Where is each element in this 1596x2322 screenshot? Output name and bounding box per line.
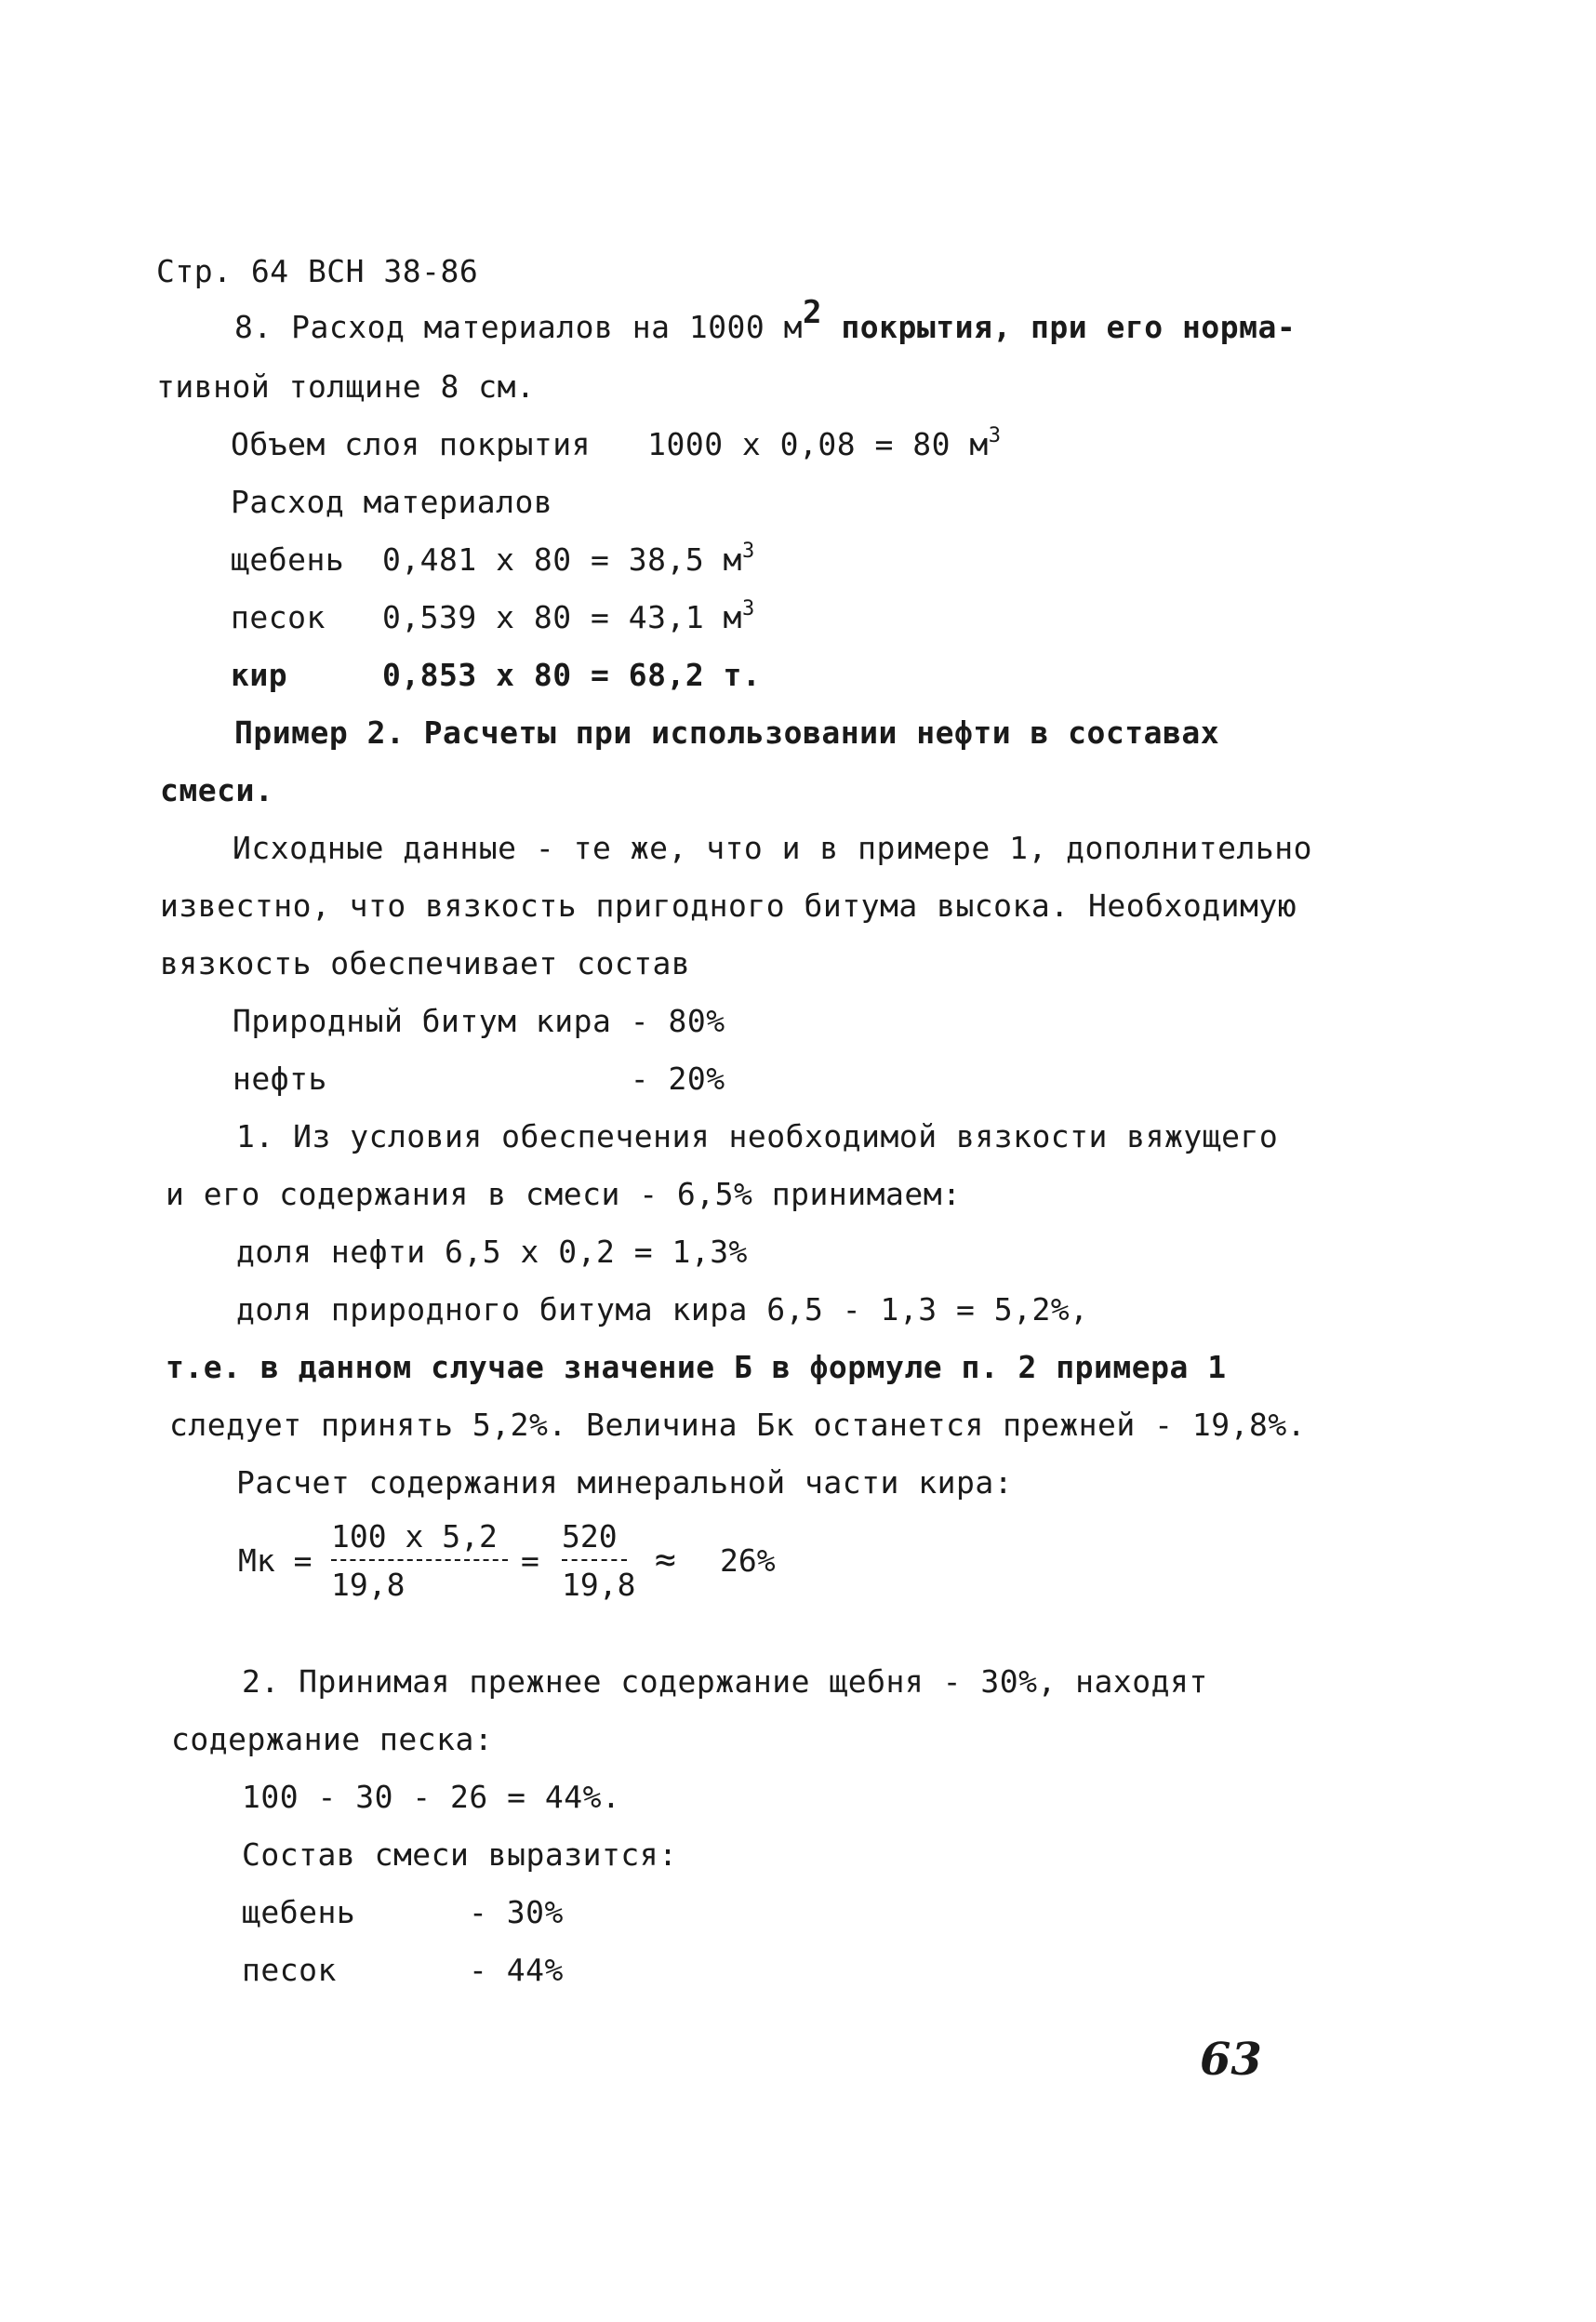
page-header: Стр. 64 ВСН 38-86 bbox=[156, 253, 479, 289]
material-text: песок 0,539 х 80 = 43,1 м bbox=[231, 599, 742, 635]
material-row-kir bbox=[231, 655, 761, 696]
initial-data-line-3: вязкость обеспечивает состав bbox=[160, 945, 691, 981]
material-text: щебень 0,481 х 80 = 38,5 м bbox=[231, 541, 742, 578]
fraction-line-2 bbox=[562, 1559, 627, 1561]
mix-row-sand-value: - 44% bbox=[469, 1952, 564, 1988]
initial-data-line-2: известно, что вязкость пригодного битума высока. Необходимую bbox=[160, 887, 1297, 924]
material-superscript: 3 bbox=[741, 597, 755, 621]
material-row-sand bbox=[231, 597, 755, 643]
item-8-text-b: покрытия, при его норма- bbox=[822, 309, 1297, 345]
item-8-text-a: 8. Расход материалов на 1000 м bbox=[234, 309, 804, 345]
mix-row-sand bbox=[242, 1950, 337, 1991]
formula-denominator-1: 19,8 bbox=[331, 1567, 406, 1603]
step-2-line-3: 100 - 30 - 26 = 44%. bbox=[242, 1779, 621, 1815]
calc-title: Расчет содержания минеральной части кира: bbox=[236, 1464, 1014, 1501]
step-1-line-2: и его содержания в смеси - 6,5% принимаем: bbox=[166, 1176, 962, 1212]
composition-bitumen: Природный битум кира - 80% bbox=[233, 1003, 725, 1039]
item-8-line-2: тивной толщине 8 см. bbox=[156, 368, 536, 405]
mix-row-gravel bbox=[242, 1892, 355, 1933]
step-1-line-6: следует принять 5,2%. Величина Бк останется прежней - 19,8%. bbox=[169, 1407, 1307, 1443]
formula-approx: ≈ bbox=[655, 1539, 676, 1580]
mix-row-name: песок bbox=[242, 1952, 337, 1988]
page-number: 63 bbox=[1200, 2034, 1262, 2086]
initial-data-line-1: Исходные данные - те же, что и в примере 1, дополнительно bbox=[233, 830, 1312, 866]
mix-row-name: щебень bbox=[242, 1894, 356, 1930]
formula-lhs: Мк = bbox=[238, 1542, 313, 1579]
step-1-line-4: доля природного битума кира 6,5 - 1,3 = 5,2%, bbox=[236, 1291, 1089, 1328]
example-2-line-2: смеси. bbox=[160, 772, 274, 808]
formula-result: 26% bbox=[720, 1542, 776, 1579]
material-row-gravel bbox=[231, 540, 755, 585]
item-8-line-1 bbox=[234, 294, 1297, 348]
formula-equals: = bbox=[521, 1542, 539, 1579]
step-2-line-2: содержание песка: bbox=[171, 1721, 494, 1757]
material-text: кир 0,853 х 80 = 68,2 т. bbox=[231, 657, 762, 693]
formula-numerator-1: 100 х 5,2 bbox=[331, 1518, 498, 1555]
mix-title: Состав смеси выразится: bbox=[242, 1836, 678, 1873]
volume-superscript: 3 bbox=[988, 424, 1002, 447]
step-1-line-1: 1. Из условия обеспечения необходимой вязкости вяжущего bbox=[236, 1118, 1279, 1154]
step-1-line-3: доля нефти 6,5 х 0,2 = 1,3% bbox=[236, 1234, 748, 1270]
mix-row-gravel-value: - 30% bbox=[469, 1894, 564, 1930]
material-superscript: 3 bbox=[741, 540, 755, 563]
formula-denominator-2: 19,8 bbox=[562, 1567, 636, 1603]
consumption-title: Расход материалов bbox=[231, 484, 553, 520]
step-1-line-5: т.е. в данном случае значение Б в формуле п. 2 примера 1 bbox=[166, 1349, 1227, 1385]
formula-numerator-2: 520 bbox=[562, 1518, 618, 1555]
example-2-line-1: Пример 2. Расчеты при использовании нефти в составах bbox=[234, 714, 1220, 751]
volume-text: Объем слоя покрытия 1000 х 0,08 = 80 м bbox=[231, 426, 989, 462]
item-8-superscript: 2 bbox=[803, 294, 823, 331]
fraction-line-1 bbox=[331, 1559, 508, 1561]
step-2-line-1: 2. Принимая прежнее содержание щебня - 30%, находят bbox=[242, 1663, 1208, 1700]
volume-line bbox=[231, 424, 1001, 470]
composition-oil: нефть - 20% bbox=[233, 1061, 725, 1097]
